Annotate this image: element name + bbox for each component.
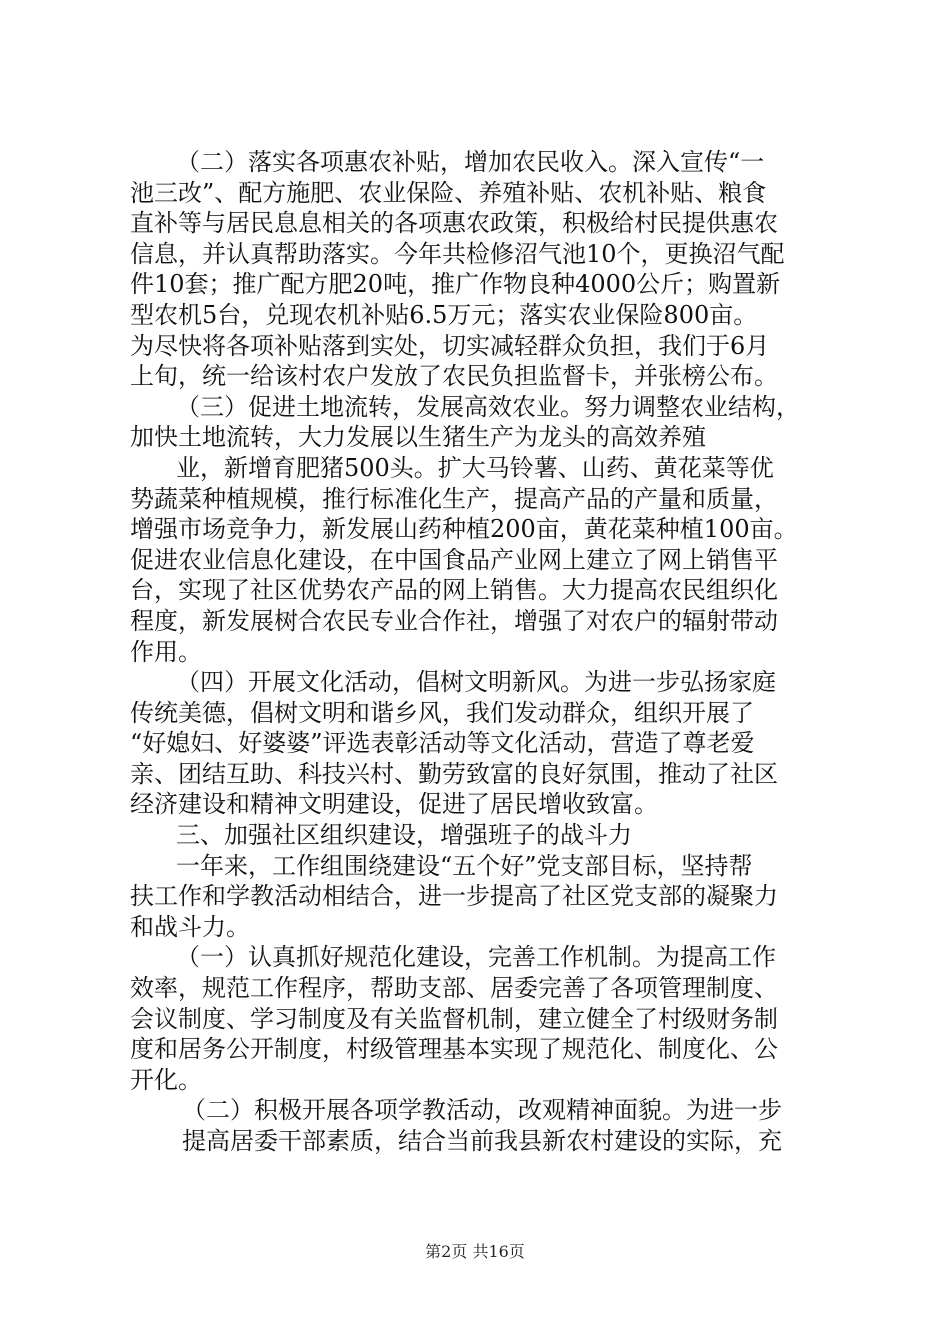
text-line: 势蔬菜种植规模，推行标准化生产，提高产品的产量和质量， [130,484,778,513]
document-body [130,147,830,1157]
page-footer: 第2页 共16页 [425,1242,525,1261]
text-line: 传统美德，倡树文明和谐乡风，我们发动群众，组织开展了 [130,698,754,727]
text-line: 会议制度、学习制度及有关监督机制，建立健全了村级财务制 [130,1004,778,1033]
text-line: 扶工作和学教活动相结合，进一步提高了社区党支部的凝聚力 [130,882,778,911]
text-line: 一年来，工作组围绕建设“五个好”党支部目标，坚持帮 [176,851,753,880]
text-line: 信息，并认真帮助落实。今年共检修沼气池10个，更换沼气配 [130,239,785,268]
text-line: （四）开展文化活动，倡树文明新风。为进一步弘扬家庭 [176,668,776,697]
text-line: 增强市场竞争力，新发展山药种植200亩，黄花菜种植100亩。 [130,515,798,544]
text-line: 效率，规范工作程序，帮助支部、居委完善了各项管理制度、 [130,974,778,1003]
text-line: 型农机5台，兑现农机补贴6.5万元；落实农业保险800亩。 [130,300,758,329]
text-line: （二）积极开展各项学教活动，改观精神面貌。为进一步 [182,1096,782,1125]
text-line: 台，实现了社区优势农产品的网上销售。大力提高农民组织化 [130,576,778,605]
text-line: 加快土地流转，大力发展以生猪生产为龙头的高效养殖 [130,423,706,452]
text-line: （一）认真抓好规范化建设，完善工作机制。为提高工作 [176,943,776,972]
text-line: 度和居务公开制度，村级管理基本实现了规范化、制度化、公 [130,1035,778,1064]
text-line: 经济建设和精神文明建设，促进了居民增收致富。 [130,790,658,819]
text-line: 三、加强社区组织建设，增强班子的战斗力 [176,821,632,850]
text-line: 池三改”、配方施肥、农业保险、养殖补贴、农机补贴、粮食 [130,178,767,207]
text-line: 业，新增育肥猪500头。扩大马铃薯、山药、黄花菜等优 [176,453,774,482]
text-line: 提高居委干部素质，结合当前我县新农村建设的实际，充 [182,1127,782,1155]
text-line: 件10套；推广配方肥20吨，推广作物良种4000公斤；购置新 [130,270,781,299]
text-line: 和战斗力。 [130,912,250,941]
text-line: 上旬，统一给该村农户发放了农民负担监督卡，并张榜公布。 [130,362,778,391]
text-line: 直补等与居民息息相关的各项惠农政策，积极给村民提供惠农 [130,209,778,238]
text-line: 作用。 [130,637,202,666]
text-line: 促进农业信息化建设，在中国食品产业网上建立了网上销售平 [130,545,778,574]
text-line: （三）促进土地流转，发展高效农业。努力调整农业结构， [176,392,800,421]
text-line: 亲、团结互助、科技兴村、勤劳致富的良好氛围，推动了社区 [130,759,778,788]
text-line: “好媳妇、好婆婆”评选表彰活动等文化活动，营造了尊老爱 [130,729,755,758]
text-line: 为尽快将各项补贴落到实处，切实减轻群众负担，我们于6月 [130,331,770,360]
text-line: （二）落实各项惠农补贴，增加农民收入。深入宣传“一 [176,148,765,176]
text-line: 程度，新发展树合农民专业合作社，增强了对农户的辐射带动 [130,606,778,635]
text-line: 开化。 [130,1065,202,1094]
